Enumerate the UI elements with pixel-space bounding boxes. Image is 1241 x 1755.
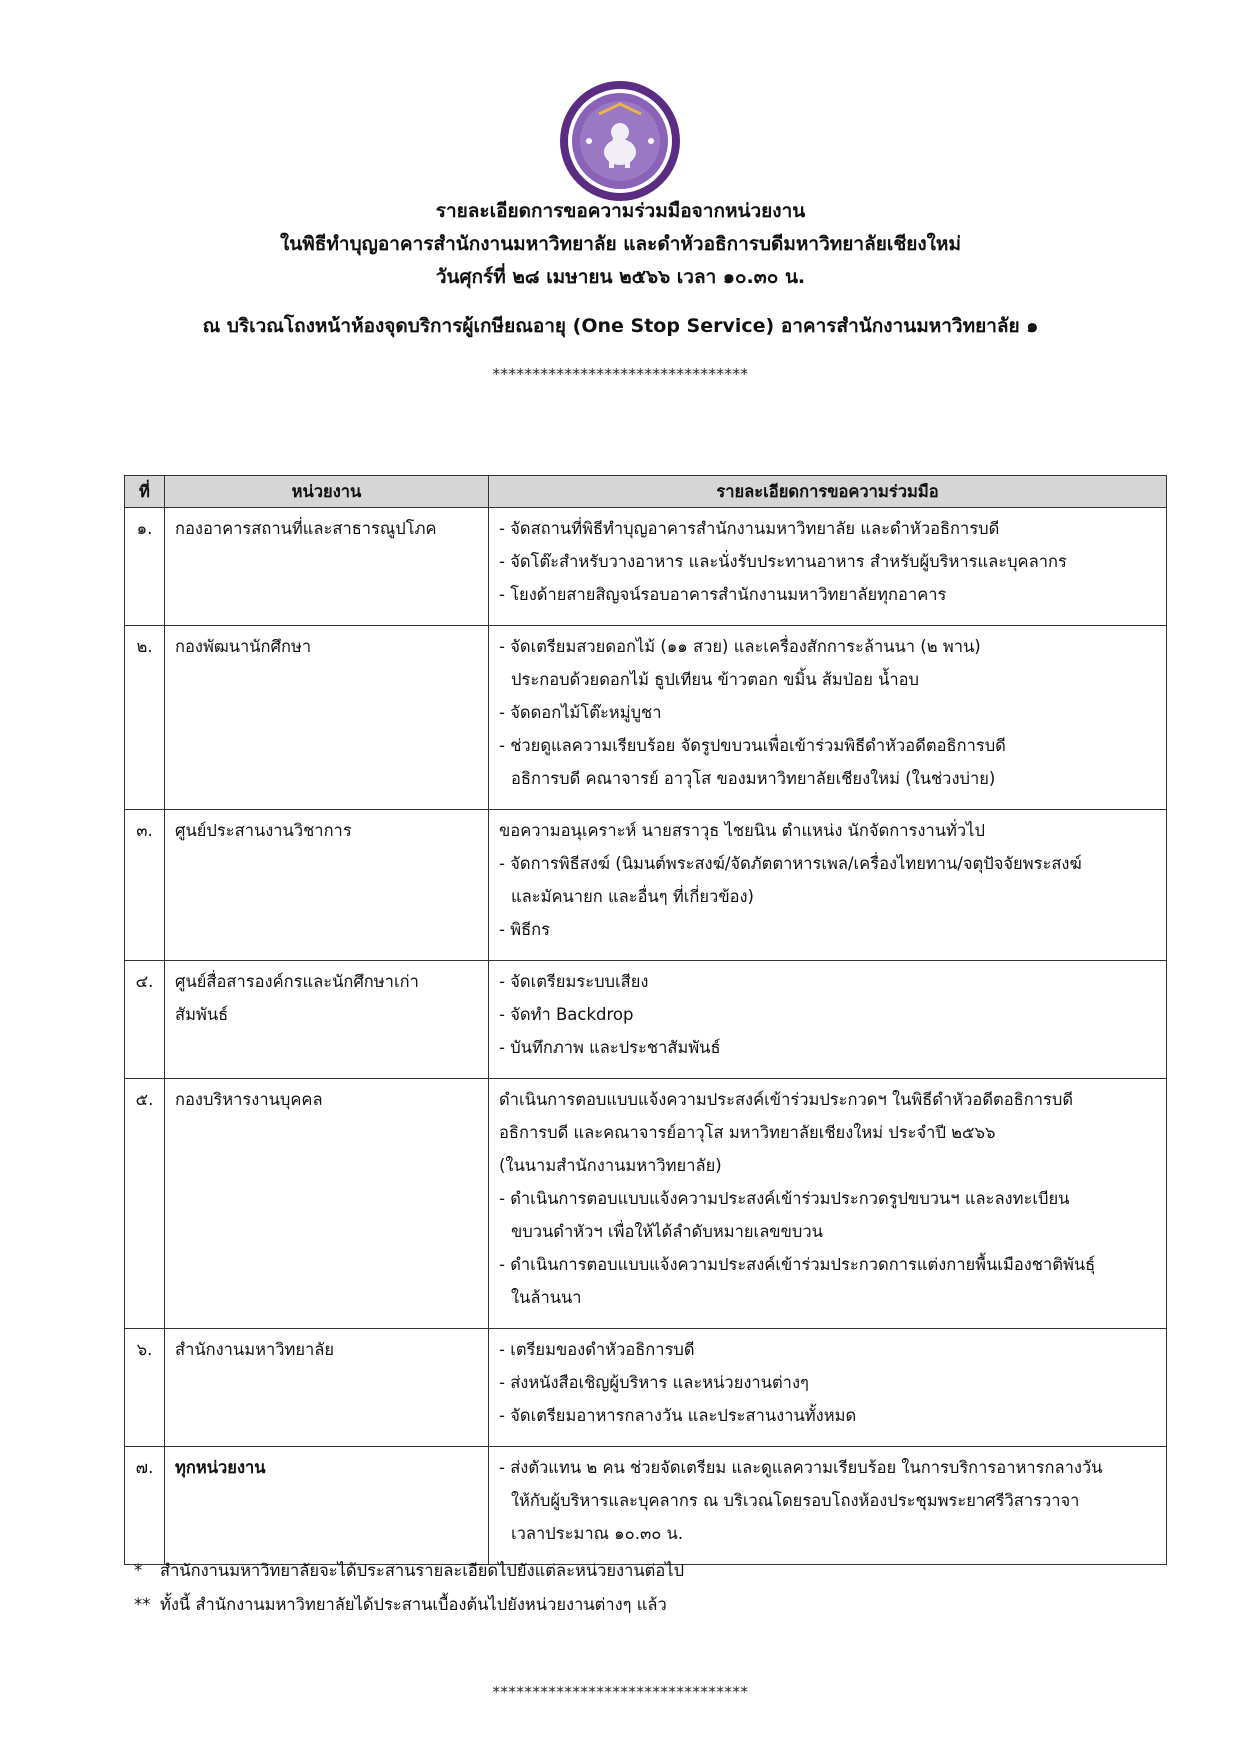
row-details [489, 1447, 1167, 1565]
row-details [489, 810, 1167, 961]
detail-line: - จัดโต๊ะสำหรับวางอาหาร และนั่งรับประทานอาหาร สำหรับผู้บริหารและบุคลากร [499, 552, 1067, 571]
separator-top: ******************************** [492, 365, 749, 383]
row-number: ๓. [125, 810, 165, 961]
row-unit [165, 1079, 489, 1329]
footnote [134, 1588, 684, 1622]
footnote-mark: ** [134, 1595, 151, 1614]
table-row [125, 508, 1167, 626]
detail-line: - โยงด้ายสายสิญจน์รอบอาคารสำนักงานมหาวิทยาลัยทุกอาคาร [499, 585, 947, 604]
detail-line: ขอความอนุเคราะห์ นายสราวุธ ไชยนิน ตำแหน่ง นักจัดการงานทั่วไป [499, 821, 985, 840]
footnotes [134, 1554, 684, 1622]
row-details [489, 1079, 1167, 1329]
footnote-mark: * [134, 1561, 143, 1580]
row-number: ๖. [125, 1329, 165, 1447]
header-number: ที่ [125, 476, 165, 508]
detail-line: - ดำเนินการตอบแบบแจ้งความประสงค์เข้าร่วมประกวดรูปขบวนฯ และลงทะเบียน [499, 1189, 1070, 1208]
detail-line: - จัดเตรียมสวยดอกไม้ (๑๑ สวย) และเครื่องสักการะล้านนา (๒ พาน) [499, 637, 981, 656]
unit-name-line: กองพัฒนานักศึกษา [175, 637, 312, 656]
separator-bottom: ******************************** [492, 1683, 749, 1701]
table-row [125, 1329, 1167, 1447]
detail-line: - จัดดอกไม้โต๊ะหมู่บูชา [499, 703, 662, 722]
detail-line: - ส่งหนังสือเชิญผู้บริหาร และหน่วยงานต่างๆ [499, 1373, 809, 1392]
table-row [125, 1079, 1167, 1329]
detail-line: - จัดเตรียมอาหารกลางวัน และประสานงานทั้งหมด [499, 1406, 857, 1425]
unit-name-line: สัมพันธ์ [175, 1005, 229, 1024]
detail-line: - จัดการพิธีสงฆ์ (นิมนต์พระสงฆ์/จัดภัตตาหารเพล/เครื่องไทยทาน/จตุปัจจัยพระสงฆ์ [499, 854, 1082, 873]
table-row [125, 1447, 1167, 1565]
detail-line: - จัดสถานที่พิธีทำบุญอาคารสำนักงานมหาวิทยาลัย และดำหัวอธิการบดี [499, 519, 1000, 538]
row-number: ๔. [125, 961, 165, 1079]
document-subtitle-ceremony: ในพิธีทำบุญอาคารสำนักงานมหาวิทยาลัย และดำหัวอธิการบดีมหาวิทยาลัยเชียงใหม่ [280, 233, 961, 255]
detail-line: ให้กับผู้บริหารและบุคลากร ณ บริเวณโดยรอบโถงห้องประชุมพระยาศรีวิสารวาจา [511, 1491, 1080, 1510]
detail-line: - ช่วยดูแลความเรียบร้อย จัดรูปขบวนเพื่อเข้าร่วมพิธีดำหัวอดีตอธิการบดี [499, 736, 1006, 755]
document-title: รายละเอียดการขอความร่วมมือจากหน่วยงาน [435, 200, 806, 222]
row-number: ๗. [125, 1447, 165, 1565]
row-details [489, 508, 1167, 626]
detail-line: - พิธีกร [499, 920, 550, 939]
detail-line: - จัดทำ Backdrop [499, 1005, 634, 1024]
unit-name-line: ศูนย์ประสานงานวิชาการ [175, 821, 352, 840]
row-details [489, 1329, 1167, 1447]
footnote [134, 1554, 684, 1588]
footnote-text: สำนักงานมหาวิทยาลัยจะได้ประสานรายละเอียดไปยังแต่ละหน่วยงานต่อไป [160, 1561, 685, 1580]
detail-line: - ส่งตัวแทน ๒ คน ช่วยจัดเตรียม และดูแลความเรียบร้อย ในการบริการอาหารกลางวัน [499, 1458, 1103, 1477]
row-number: ๕. [125, 1079, 165, 1329]
table-row [125, 810, 1167, 961]
row-details [489, 961, 1167, 1079]
detail-line: (ในนามสำนักงานมหาวิทยาลัย) [499, 1156, 722, 1175]
detail-line: อธิการบดี และคณาจารย์อาวุโส มหาวิทยาลัยเชียงใหม่ ประจำปี ๒๕๖๖ [499, 1123, 996, 1142]
detail-line: - จัดเตรียมระบบเสียง [499, 972, 649, 991]
detail-line: เวลาประมาณ ๑๐.๓๐ น. [511, 1524, 684, 1543]
unit-name-line: กองบริหารงานบุคคล [175, 1090, 323, 1109]
row-unit [165, 1447, 489, 1565]
detail-line: และมัคนายก และอื่นๆ ที่เกี่ยวข้อง) [511, 887, 754, 906]
row-unit [165, 961, 489, 1079]
row-number: ๑. [125, 508, 165, 626]
row-details [489, 626, 1167, 810]
unit-name-line: ทุกหน่วยงาน [175, 1458, 266, 1477]
detail-line: ขบวนดำหัวฯ เพื่อให้ได้ลำดับหมายเลขขบวน [511, 1222, 823, 1241]
detail-line: ดำเนินการตอบแบบแจ้งความประสงค์เข้าร่วมประกวดฯ ในพิธีดำหัวอดีตอธิการบดี [499, 1090, 1074, 1109]
row-number: ๒. [125, 626, 165, 810]
table-header-row [125, 476, 1167, 508]
row-unit [165, 810, 489, 961]
detail-line: ประกอบด้วยดอกไม้ ธูปเทียน ข้าวตอก ขมิ้น ส้มป่อย น้ำอบ [511, 670, 920, 689]
unit-name-line: กองอาคารสถานที่และสาธารณูปโภค [175, 519, 437, 538]
unit-name-line: ศูนย์สื่อสารองค์กรและนักศึกษาเก่า [175, 972, 419, 991]
header-details: รายละเอียดการขอความร่วมมือ [489, 476, 1167, 508]
table-row [125, 626, 1167, 810]
unit-name-line: สำนักงานมหาวิทยาลัย [175, 1340, 335, 1359]
detail-line: ในล้านนา [511, 1288, 582, 1307]
row-unit [165, 1329, 489, 1447]
detail-line: - ดำเนินการตอบแบบแจ้งความประสงค์เข้าร่วมประกวดการแต่งกายพื้นเมืองชาติพันธุ์ [499, 1255, 1096, 1274]
document-location: ณ บริเวณโถงหน้าห้องจุดบริการผู้เกษียณอายุ (One Stop Service) อาคารสำนักงานมหาวิทยาลัย ๑ [202, 315, 1039, 337]
cooperation-table [124, 475, 1167, 1565]
row-unit [165, 508, 489, 626]
detail-line: - เตรียมของดำหัวอธิการบดี [499, 1340, 695, 1359]
row-unit [165, 626, 489, 810]
detail-line: อธิการบดี คณาจารย์ อาวุโส ของมหาวิทยาลัยเชียงใหม่ (ในช่วงบ่าย) [511, 769, 996, 788]
document-date-time: วันศุกร์ที่ ๒๘ เมษายน ๒๕๖๖ เวลา ๑๐.๓๐ น. [435, 266, 806, 288]
footnote-text: ทั้งนี้ สำนักงานมหาวิทยาลัยได้ประสานเบื้องต้นไปยังหน่วยงานต่างๆ แล้ว [160, 1595, 667, 1614]
header-unit: หน่วยงาน [165, 476, 489, 508]
university-seal-logo [559, 80, 681, 202]
table-row [125, 961, 1167, 1079]
detail-line: - บันทึกภาพ และประชาสัมพันธ์ [499, 1038, 721, 1057]
